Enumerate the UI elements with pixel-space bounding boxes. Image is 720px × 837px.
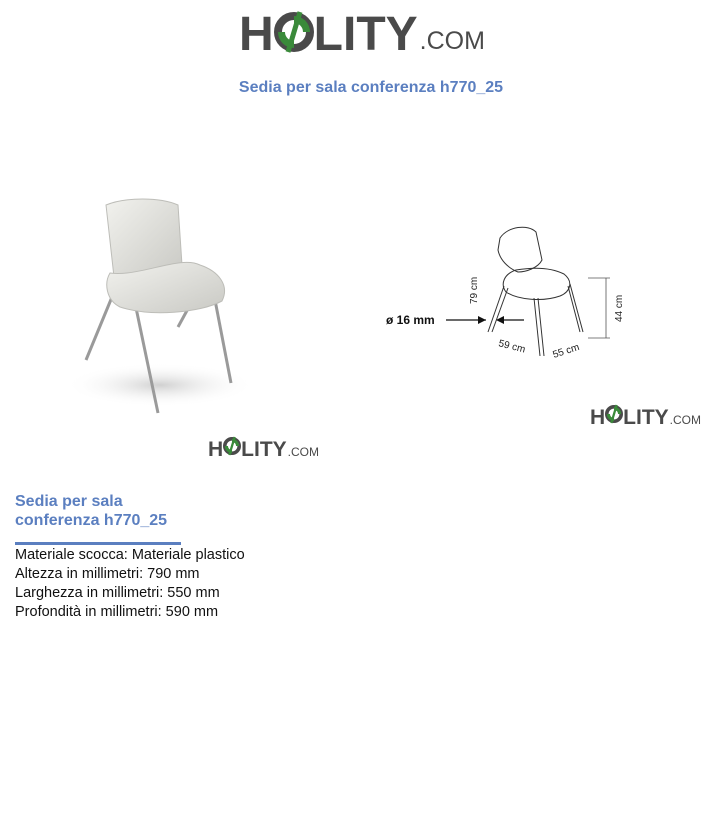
logo-brand-h: H (239, 8, 274, 61)
product-name-line2: conferenza h770_25 (15, 512, 168, 529)
diameter-label: ø 16 mm (386, 313, 435, 327)
product-name-line1: Sedia per sala (15, 493, 123, 510)
diagram-watermark-tld: .COM (669, 413, 702, 427)
watermark-tld: .COM (287, 445, 320, 459)
seat-height-label: 44 cm (614, 294, 625, 322)
dimension-diagram (378, 220, 638, 365)
height-label: 79 cm (469, 276, 480, 304)
diagram-watermark-o-icon (605, 404, 623, 429)
logo-o-icon (274, 10, 314, 59)
diagram-watermark-logo (590, 404, 701, 429)
width-label: 55 cm (551, 341, 581, 361)
header-logo[interactable] (239, 10, 485, 59)
page-title: Sedia per sala conferenza h770_25 (238, 79, 504, 96)
chair-photo (50, 185, 260, 425)
watermark-brand-h: H (208, 438, 224, 461)
photo-watermark-logo (208, 436, 319, 461)
diagram-watermark-brand-h: H (590, 406, 606, 429)
logo-brand-rest: LITY (313, 8, 418, 61)
spec-width: Larghezza in millimetri: 550 mm (15, 585, 220, 601)
depth-label: 59 cm (497, 338, 527, 356)
diagram-watermark-brand-rest: LITY (623, 406, 669, 429)
spec-list (15, 546, 245, 622)
spec-height: Altezza in millimetri: 790 mm (15, 566, 200, 582)
watermark-brand-rest: LITY (241, 438, 287, 461)
divider (15, 542, 181, 545)
product-name (15, 492, 215, 530)
watermark-o-icon (223, 436, 241, 461)
logo-tld: .COM (419, 27, 485, 55)
spec-depth: Profondità in millimetri: 590 mm (15, 604, 219, 620)
spec-material: Materiale scocca: Materiale plastico (15, 547, 245, 563)
